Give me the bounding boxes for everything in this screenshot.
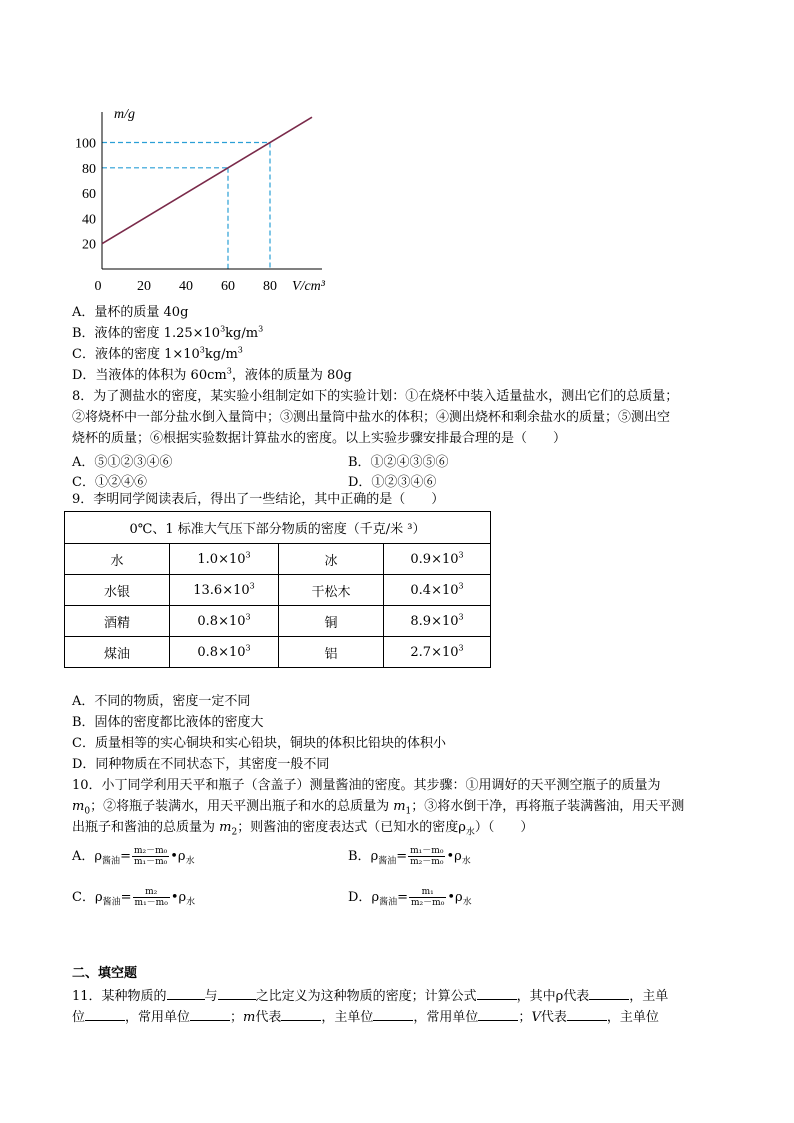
- q10-option-d: D．$\rho_{酱油}=$ $\frac{\text{m₁}}{\text{m₂－m₀}}$ $•\rho_水$: [348, 887, 472, 908]
- q10-option-c: C．$\rho_{酱油}=$ $\frac{\text{m₂}}{\text{m₁－m₀}}$ $•\rho_水$: [72, 887, 196, 908]
- x-tick-label: 40: [179, 279, 193, 294]
- q8-option-d: D．①②③④⑥: [348, 475, 437, 490]
- answer-blank[interactable]: [477, 986, 517, 1000]
- q11-line1: 11．某种物质的 与 之比定义为这种物质的密度；计算公式 ，其中ρ代表 ，主单: [72, 986, 668, 1006]
- table-row: [65, 575, 491, 606]
- q10-option-a: A．$\rho_{酱油}=$ $\frac{\text{m₂－m₀}}{\text{m₁－m₀}}$ $•\rho_水$: [72, 846, 195, 867]
- density-cell: $0.8\times 10^3$: [170, 637, 279, 668]
- x-axis-label: V/cm³: [292, 279, 325, 294]
- density-cell: $1.0\times 10^3$: [170, 544, 279, 575]
- y-tick-label: 80: [82, 161, 96, 177]
- x-tick-label: 80: [263, 279, 277, 294]
- table-row: [65, 544, 491, 575]
- density-cell: $0.4\times 10^3$: [384, 575, 491, 606]
- y-axis-label: m/g: [114, 107, 135, 122]
- substance-cell: 煤油: [65, 637, 170, 668]
- q11-line2: 位 ，常用单位 ；m代表 ，主单位 ，常用单位 ；V代表 ，主单位: [72, 1007, 659, 1027]
- fraction: $\frac{\text{m₂－m₀}}{\text{m₁－m₀}}$: [133, 846, 168, 867]
- q7-option-b: B．液体的密度 $1.25\times 10^3kg/m^3$: [72, 324, 264, 341]
- fraction: $\frac{\text{m₁－m₀}}{\text{m₂－m₀}}$: [410, 846, 444, 867]
- q10-option-b: B．$\rho_{酱油}=$ $\frac{\text{m₁－m₀}}{\text{m₂－m₀}}$ $•\rho_水$: [348, 846, 471, 867]
- table-row: [65, 637, 491, 668]
- density-cell: $13.6\times 10^3$: [170, 575, 279, 606]
- q8-option-a: A．⑤①②③④⑥: [72, 455, 173, 470]
- answer-blank[interactable]: [190, 1007, 230, 1021]
- density-cell: $0.8\times 10^3$: [170, 606, 279, 637]
- answer-blank[interactable]: [567, 1007, 607, 1021]
- q8-stem-line3: 烧杯的质量；⑥根据实验数据计算盐水的密度。以上实验步骤安排最合理的是（ ）: [72, 431, 567, 446]
- q9-stem: 9．李明同学阅读表后，得出了一些结论，其中正确的是（ ）: [72, 492, 445, 507]
- substance-cell: 铝: [279, 637, 384, 668]
- section-heading: 二、填空题: [72, 966, 138, 981]
- table-title: 0℃、1 标准大气压下部分物质的密度（千克/米 ³）: [65, 512, 491, 544]
- q9-option-b: B．固体的密度都比液体的密度大: [72, 715, 264, 730]
- q10-stem-line2: $m_0$；②将瓶子装满水，用天平测出瓶子和水的总质量为 $m_1$；③将水倒干净，再将瓶子装满酱油，用天平测: [72, 799, 685, 817]
- q7-option-d: D．当液体的体积为 $60cm^3$，液体的质量为 80g: [72, 366, 352, 383]
- density-table: [64, 511, 491, 668]
- q9-option-c: C．质量相等的实心铜块和实心铅块，铜块的体积比铅块的体积小: [72, 736, 446, 751]
- x-tick-label: 20: [137, 279, 151, 294]
- fraction: $\frac{\text{m₁}}{\text{m₂－m₀}}$: [411, 887, 445, 908]
- substance-cell: 干松木: [279, 575, 384, 606]
- q7-option-a: A．量杯的质量 40g: [72, 305, 189, 320]
- answer-blank[interactable]: [478, 1007, 518, 1021]
- answer-blank[interactable]: [589, 986, 629, 1000]
- table-row: [65, 606, 491, 637]
- substance-cell: 冰: [279, 544, 384, 575]
- mass-volume-chart: [60, 100, 340, 300]
- answer-blank[interactable]: [85, 1007, 125, 1021]
- q9-option-d: D．同种物质在不同状态下，其密度一般不同: [72, 757, 330, 772]
- y-tick-label: 100: [75, 136, 96, 152]
- guide-lines: [102, 143, 270, 270]
- answer-blank[interactable]: [281, 1007, 321, 1021]
- q10-stem-line3: 出瓶子和酱油的总质量为 $m_2$；则酱油的密度表达式（已知水的密度$\rho_水$）（ ）: [72, 820, 534, 838]
- x-tick-label: 60: [221, 279, 235, 294]
- q10-stem-line1: 10．小丁同学利用天平和瓶子（含盖子）测量酱油的密度。其步骤：①用调好的天平测空瓶子的质量为: [72, 778, 661, 793]
- y-tick-label: 60: [82, 187, 96, 203]
- substance-cell: 水银: [65, 575, 170, 606]
- q8-option-c: C．①②④⑥: [72, 475, 147, 490]
- fraction: $\frac{\text{m₂}}{\text{m₁－m₀}}$: [134, 887, 168, 908]
- answer-blank[interactable]: [218, 986, 256, 1000]
- density-cell: $8.9\times 10^3$: [384, 606, 491, 637]
- density-cell: $2.7\times 10^3$: [384, 637, 491, 668]
- substance-cell: 酒精: [65, 606, 170, 637]
- q9-option-a: A．不同的物质，密度一定不同: [72, 694, 251, 709]
- density-cell: $0.9\times 10^3$: [384, 544, 491, 575]
- answer-blank[interactable]: [373, 1007, 413, 1021]
- substance-cell: 铜: [279, 606, 384, 637]
- q8-stem-line2: ②将烧杯中一部分盐水倒入量筒中；③测出量筒中盐水的体积；④测出烧杯和剩余盐水的质量；⑤测出空: [72, 410, 671, 425]
- q7-option-c: C．液体的密度 $1\times 10^3kg/m^3$: [72, 345, 243, 362]
- q8-option-b: B．①②④③⑤⑥: [348, 455, 449, 470]
- origin-label: 0: [94, 279, 102, 294]
- y-tick-label: 20: [82, 237, 96, 253]
- answer-blank[interactable]: [167, 986, 205, 1000]
- q8-stem-line1: 8．为了测盐水的密度，某实验小组制定如下的实验计划：①在烧杯中装入适量盐水，测出它们的总质量；: [72, 389, 679, 404]
- substance-cell: 水: [65, 544, 170, 575]
- y-tick-label: 40: [82, 212, 96, 228]
- series-line: [102, 117, 312, 244]
